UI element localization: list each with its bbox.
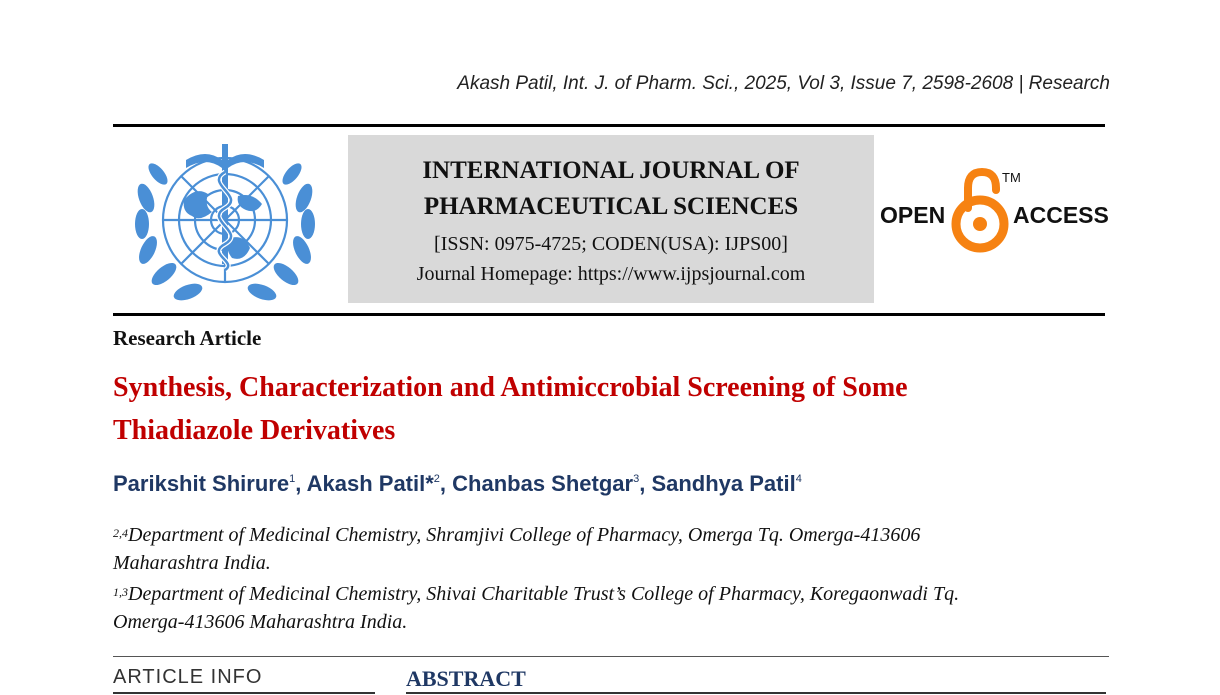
- article-title: Synthesis, Characterization and Antimiccrobial Screening of Some Thiadiazole Derivatives: [113, 372, 908, 446]
- affiliation: $^{2,4}$Department of Medicinal Chemistry, Shramjivi College of Pharmacy, Omerga Tq. Omerga-413606 Maharashtra India.: [113, 524, 921, 574]
- section-divider: [113, 656, 1109, 657]
- masthead-rule: [113, 313, 1105, 316]
- journal-homepage: Journal Homepage: https://www.ijpsjournal.com: [416, 263, 806, 285]
- open-access-left-text: OPEN: [880, 202, 946, 228]
- running-head: Akash Patil, Int. J. of Pharm. Sci., 2025, Vol 3, Issue 7, 2598-2608 | Research: [457, 73, 1110, 94]
- journal-issn: [ISSN: 0975-4725; CODEN(USA): IJPS00]: [434, 233, 788, 255]
- author-affiliation-sup: 4: [795, 473, 802, 485]
- article-info-heading: ARTICLE INFO: [113, 666, 263, 688]
- author-name[interactable]: Sandhya Patil: [651, 471, 796, 496]
- journal-emblem-icon: [126, 138, 324, 308]
- author-name[interactable]: Parikshit Shirure: [113, 471, 290, 496]
- author-affiliation-sup: 3: [633, 473, 640, 485]
- journal-masthead: [348, 135, 874, 303]
- author-affiliation-sup: 1: [289, 473, 296, 485]
- abstract-heading: ABSTRACT: [406, 666, 526, 691]
- article-info-underline: [113, 692, 375, 694]
- author-name[interactable]: Akash Patil*: [306, 471, 434, 496]
- author-name[interactable]: Chanbas Shetgar: [452, 471, 634, 496]
- article-type: Research Article: [113, 326, 262, 350]
- affiliation: $^{1,3}$Department of Medicinal Chemistry, Shivai Charitable Trust’s College of Pharmacy, Koregaonwadi Tq. Omerga-413606 Maharashtra India.: [113, 583, 960, 633]
- author-affiliation-sup: 2: [433, 473, 440, 485]
- journal-title: INTERNATIONAL JOURNAL OF PHARMACEUTICAL SCIENCES: [422, 157, 800, 220]
- top-rule: [113, 124, 1105, 127]
- open-access-right-text: ACCESS: [1013, 202, 1109, 228]
- author-list: Parikshit Shirure$^1$, Akash Patil*$^2$, Chanbas Shetgar$^3$, Sandhya Patil$^4$: [113, 471, 802, 496]
- abstract-underline: [406, 692, 1106, 694]
- open-access-logo: [880, 166, 1110, 256]
- trademark-text: TM: [1002, 170, 1021, 185]
